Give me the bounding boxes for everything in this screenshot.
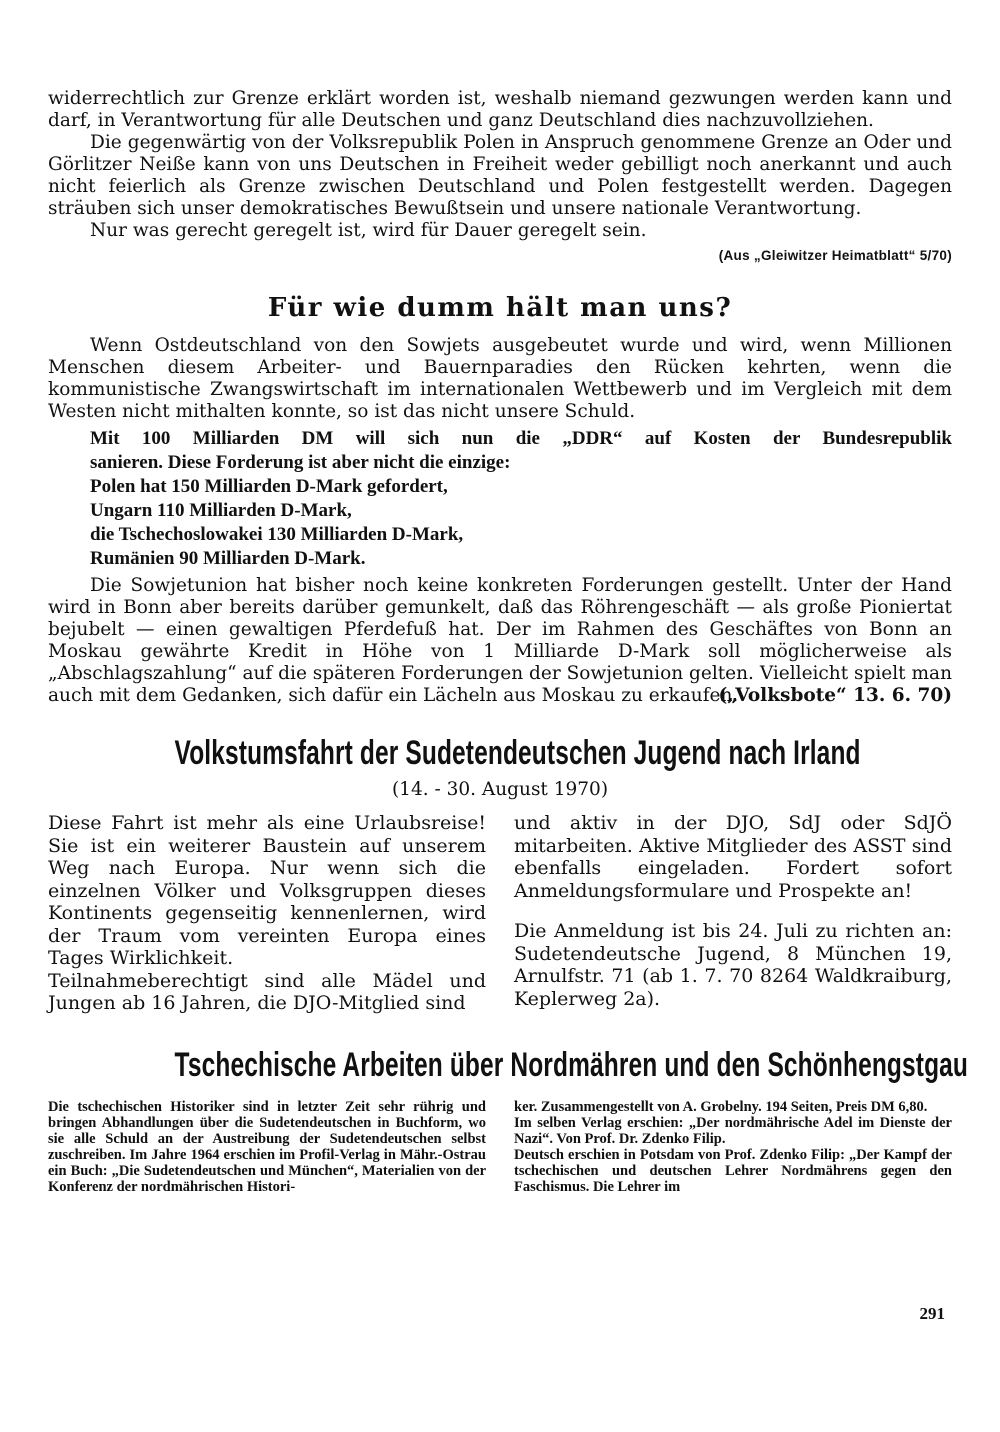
article1-heading: Für wie dumm hält man uns? [267,293,733,323]
article1-source: („Volksbote“ 13. 6. 70) [718,685,952,706]
page-number: 291 [919,1304,945,1323]
article1-paragraph-2: Die Sowjetunion hat bisher noch keine konkreten Forderungen gestellt. Unter der Hand wird in Bonn aber bereits darüber gemunkelt, daß das Röhrengeschäft — als große Pioniertat bejubelt — einen gewaltigen Pferdefuß hat. Der im Rahmen des Geschäftes von Bonn an Moskau gewährte Kredit in Höhe von 1 Milliarde D-Mark soll möglicherweise als „Abschlagszahlung“ auf die späteren Forderungen der Sowjetunion gelten. Vielleicht spielt man auch mit dem Gedanken, sich dafür ein Lächeln aus Moskau zu erkaufen. [48,575,952,706]
page [48,88,969,1195]
callout-line: Mit 100 Milliarden DM will sich nun die „DDR“ auf Kosten der Bundesrepublik [90,428,952,449]
article2-left-paragraph-1: Diese Fahrt ist mehr als eine Urlaubsreise! Sie ist ein weiterer Baustein auf unserem Weg nach Europa. Nur wenn sich die einzelnen Völker und Volksgruppen dieses Kontinents gegenseitig kennenlernen, wird der Traum vom vereinten Europa eines Tages Wirklichkeit. [48,812,486,969]
intro-paragraph-3: Nur was gerecht geregelt ist, wird für Dauer geregelt sein. [90,220,647,241]
callout-line: sanieren. Diese Forderung ist aber nicht die einzige: [90,452,511,473]
article1-callout [90,427,952,571]
article3-right-paragraph-1: ker. Zusammengestellt von A. Grobelny. 194 Seiten, Preis DM 6,80. [514,1098,928,1115]
intro-paragraph-1: widerrechtlich zur Grenze erklärt worden ist, weshalb niemand gezwungen werden kann und darf, in Verantwortung für alle Deutschen und ganz Deutschland dies nachzuvollziehen. [48,88,952,131]
article3-columns [48,1099,952,1195]
article3-right-column [514,1099,952,1195]
intro-paragraph-2: Die gegenwärtig von der Volksrepublik Polen in Anspruch genommene Grenze an Oder und Görlitzer Neiße kann von uns Deutschen in Freiheit weder gebilligt noch anerkannt und auch nicht feierlich als Grenze zwischen Deutschland und Polen festgestellt werden. Dagegen sträuben sich unser demokratisches Bewußtsein und unsere nationale Verantwortung. [48,132,952,219]
article3 [48,1045,969,1195]
article1-paragraph-1: Wenn Ostdeutschland von den Sowjets ausgebeutet wurde und wird, wenn Millionen Menschen diesem Arbeiter- und Bauernparadies den Rücken kehrten, wenn die kommunistische Zwangswirtschaft im internationalen Wettbewerb und im Vergleich mit dem Westen nicht mithalten konnte, so ist das nicht unsere Schuld. [48,335,952,422]
article2-heading: Volkstumsfahrt der Sudetendeutschen Jugend nach Irland [174,734,861,772]
article2-left-paragraph-2: Teilnahmeberechtigt sind alle Mädel und Jungen ab 16 Jahren, die DJO-Mitglied sind [48,969,486,1014]
callout-line: Rumänien 90 Milliarden D-Mark. [90,548,366,569]
callout-line: Polen hat 150 Milliarden D-Mark gefordert, [90,476,448,497]
article3-left-text: Die tschechischen Historiker sind in letzter Zeit sehr rührig und bringen Abhandlungen über die Sudetendeutschen in Buchform, wo sie alle Schuld an der Austreibung der Sudetendeutschen selbst zuschreiben. Im Jahre 1964 erschien im Profil-Verlag in Mähr.-Ostrau ein Buch: „Die Sudetendeutschen und München“, Materialien von der Konferenz der nordmährischen Histori- [48,1098,486,1195]
article3-right-paragraph-2: Im selben Verlag erschien: „Der nordmährische Adel im Dienste der Nazi“. Von Prof. Dr. Zdenko Filip. [514,1114,952,1147]
article2-left-column [48,812,486,1015]
article3-right-paragraph-3: Deutsch erschien in Potsdam von Prof. Zdenko Filip: „Der Kampf der tschechischen und deutschen Lehrer Nordmährens gegen den Faschismus. Die Lehrer im [514,1146,952,1195]
article2-columns [48,812,952,1015]
article2 [48,733,952,1015]
article2-right-paragraph-2: Die Anmeldung ist bis 24. Juli zu richten an: Sudetendeutsche Jugend, 8 München 19, Arnulfstr. 71 (ab 1. 7. 70 8264 Waldkraiburg, Keplerweg 2a). [514,920,952,1010]
intro-source: (Aus „Gleiwitzer Heimatblatt“ 5/70) [718,248,952,263]
article3-heading: Tschechische Arbeiten über Nordmähren und den Schönhengstgau [174,1045,969,1084]
article2-date: (14. - 30. August 1970) [391,779,609,800]
article3-left-column [48,1099,486,1195]
article2-right-column [514,812,952,1015]
callout-line: die Tschechoslowakei 130 Milliarden D-Mark, [90,524,464,545]
article2-right-paragraph-1: und aktiv in der DJO, SdJ oder SdJÖ mitarbeiten. Aktive Mitglieder des ASST sind ebenfalls eingeladen. Fordert sofort Anmeldungsformulare und Prospekte an! [514,812,952,902]
callout-line: Ungarn 110 Milliarden D-Mark, [90,500,352,521]
